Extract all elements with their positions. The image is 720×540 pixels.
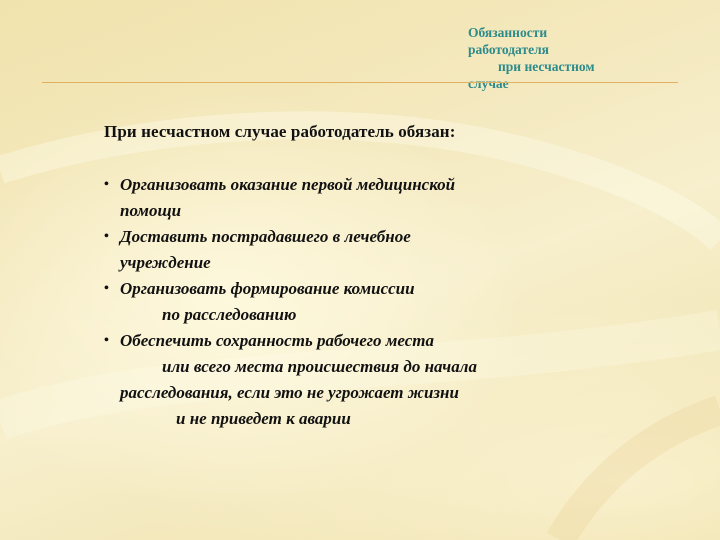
bullet-icon: •: [104, 177, 109, 192]
duty-4-line-4: и не приведет к аварии: [176, 409, 351, 428]
duty-1-line-2: помощи: [120, 201, 182, 220]
list-item: [104, 224, 704, 276]
bullet-icon: •: [104, 333, 109, 348]
duty-3-line-1: Организовать формирование комиссии: [120, 279, 415, 298]
duty-4-line-3: расследования, если это не угрожает жизни: [120, 383, 459, 402]
duty-2-line-1: Доставить пострадавшего в лечебное: [120, 227, 411, 246]
title-line-3: при несчастном: [498, 59, 595, 74]
content-heading: При несчастном случае работодатель обязан:: [104, 122, 456, 141]
duty-2-line-2: учреждение: [120, 253, 211, 272]
duty-1-line-1: Организовать оказание первой медицинской: [120, 175, 456, 194]
list-item: [104, 172, 704, 224]
list-item: [104, 276, 704, 328]
title-line-1: Обязанности: [468, 25, 548, 40]
duty-4-line-1: Обеспечить сохранность рабочего места: [120, 331, 435, 350]
duty-4-line-2: или всего места происшествия до начала: [162, 357, 477, 376]
slide-content: [104, 122, 704, 432]
title-line-4: случае: [468, 76, 509, 91]
duty-3-line-2: по расследованию: [162, 305, 297, 324]
duties-list: [104, 172, 704, 432]
bullet-icon: •: [104, 281, 109, 296]
list-item: [104, 328, 704, 432]
title-divider: [42, 82, 678, 83]
title-line-2: работодателя: [468, 42, 549, 57]
bullet-icon: •: [104, 229, 109, 244]
